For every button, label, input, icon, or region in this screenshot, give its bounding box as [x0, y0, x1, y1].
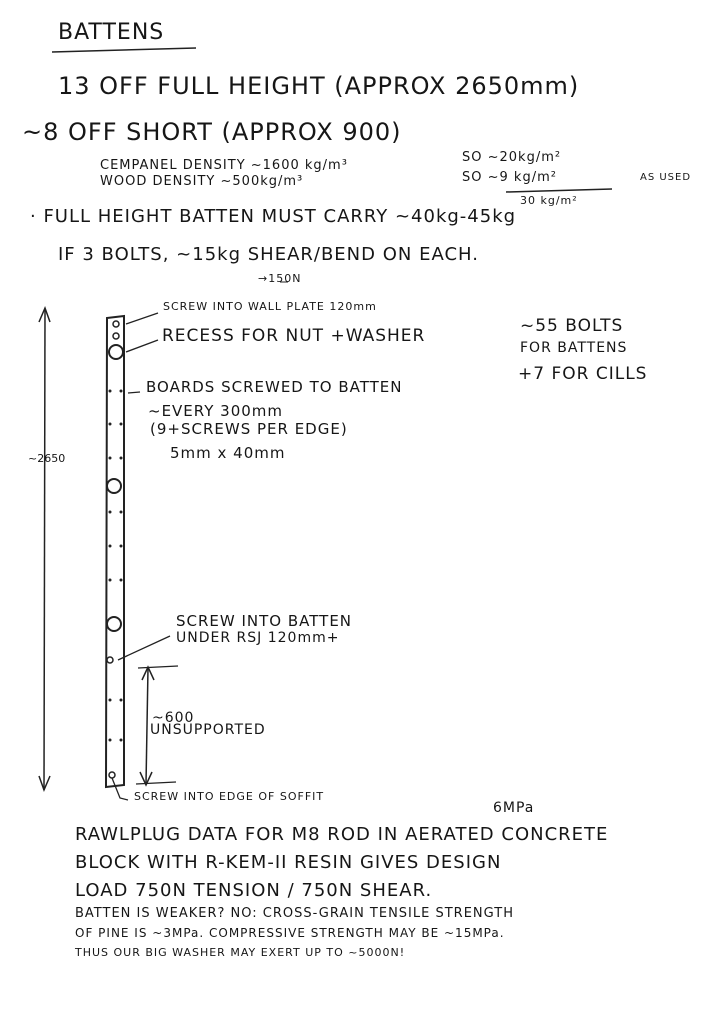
cempanel-density: CEMPANEL DENSITY ~1600 kg/m³: [100, 158, 348, 173]
sum-underline: [506, 189, 612, 192]
batten-outline: [106, 316, 124, 787]
annotation-boards-4: 5mm x 40mm: [170, 444, 286, 462]
annotation-recess: RECESS FOR NUT +WASHER: [162, 326, 426, 346]
annotation-boards-2: ~EVERY 300mm: [148, 402, 284, 420]
bolt-count-cills: +7 FOR CILLS: [518, 364, 648, 384]
as-used-note: AS USED: [640, 172, 692, 183]
annotation-unsupported: UNSUPPORTED: [150, 722, 266, 738]
bolt-count-label: FOR BATTENS: [520, 340, 628, 356]
rawlplug-line-2: BLOCK WITH R-KEM-II RESIN GIVES DESIGN: [75, 852, 502, 873]
annotation-unsupported-length: ~600: [152, 710, 195, 726]
newton-conversion: →150N: [258, 272, 302, 285]
rawlplug-line-1: RAWLPLUG DATA FOR M8 ROD IN AERATED CONCRETE: [75, 824, 609, 845]
bolt-count-battens: ~55 BOLTS: [520, 316, 624, 336]
total-weight: 30 kg/m²: [520, 194, 578, 207]
so-line-1: SO ~20kg/m²: [462, 150, 562, 165]
rawlplug-line-5: OF PINE IS ~3MPa. COMPRESSIVE STRENGTH MAY BE ~15MPa.: [75, 926, 505, 940]
title-underline: [52, 48, 196, 52]
carry-requirement: · FULL HEIGHT BATTEN MUST CARRY ~40kg-45kg: [30, 206, 517, 227]
short-count: ~8 OFF SHORT (APPROX 900): [22, 118, 402, 146]
annotation-wall-plate: SCREW INTO WALL PLATE 120mm: [163, 300, 377, 313]
annotation-soffit: SCREW INTO EDGE OF SOFFIT: [134, 790, 325, 803]
rawlplug-line-4: BATTEN IS WEAKER? NO: CROSS-GRAIN TENSILE STRENGTH: [75, 906, 514, 921]
full-height-count: 13 OFF FULL HEIGHT (APPROX 2650mm): [58, 72, 580, 100]
annotation-under-rsj-1: SCREW INTO BATTEN: [176, 612, 353, 630]
so-line-2: SO ~9 kg/m²: [462, 170, 557, 185]
annotation-boards-1: BOARDS SCREWED TO BATTEN: [146, 378, 403, 396]
compressive-mpa: 6MPa: [493, 800, 535, 816]
bolt-shear-note: IF 3 BOLTS, ~15kg SHEAR/BEND ON EACH.: [58, 244, 479, 265]
annotation-under-rsj-2: UNDER RSJ 120mm+: [176, 630, 340, 646]
wood-density: WOOD DENSITY ~500kg/m³: [100, 174, 304, 189]
page-title: BATTENS: [58, 20, 165, 45]
rawlplug-line-3: LOAD 750N TENSION / 750N SHEAR.: [75, 880, 433, 901]
batten-length-label: ~2650: [28, 452, 66, 465]
annotation-boards-3: (9+SCREWS PER EDGE): [150, 420, 348, 438]
rawlplug-line-6: THUS OUR BIG WASHER MAY EXERT UP TO ~5000N!: [75, 946, 406, 959]
